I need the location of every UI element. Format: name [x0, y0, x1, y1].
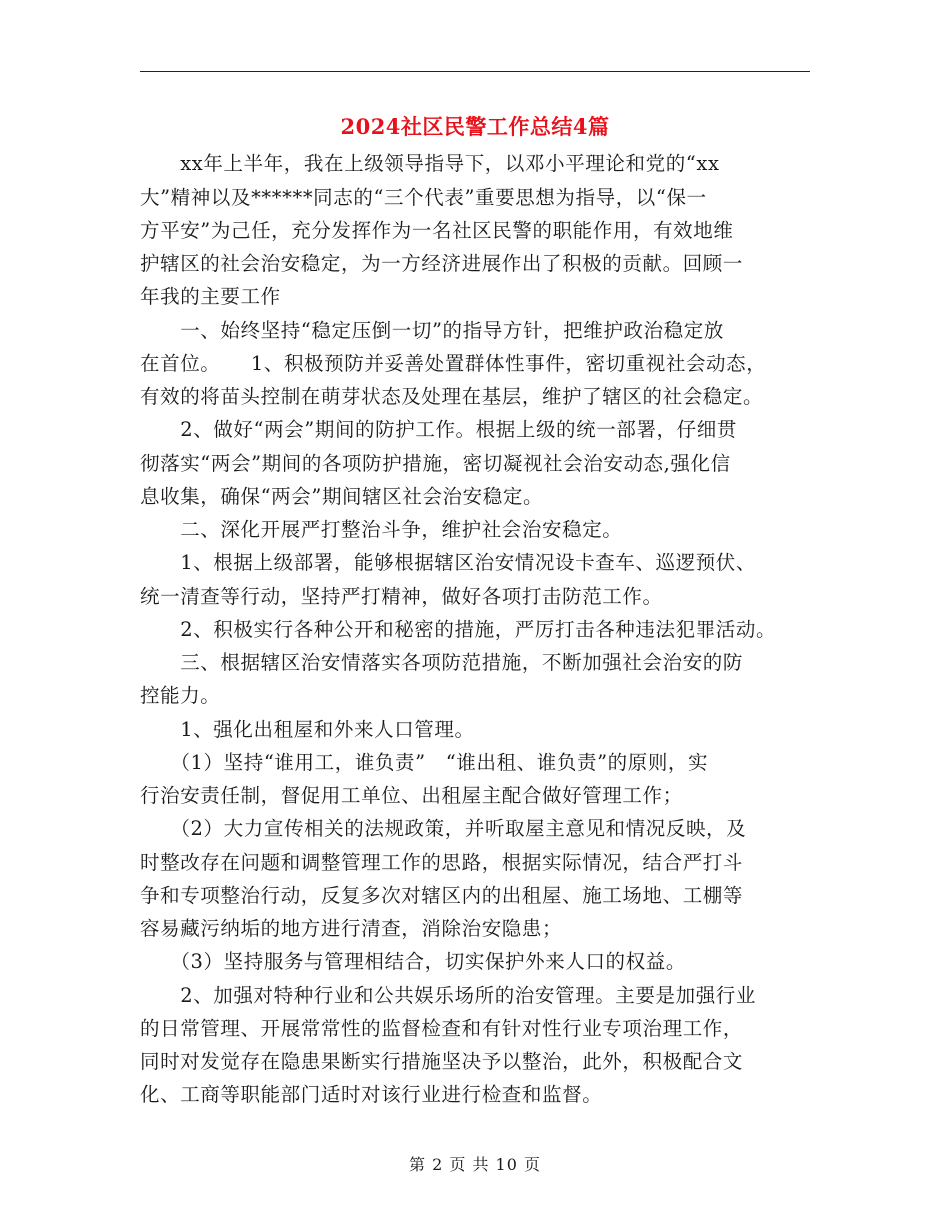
- body-line: 方平安”为己任，充分发挥作为一名社区民警的职能作用，有效地维: [140, 219, 734, 242]
- body-line: 控能力。: [140, 684, 221, 707]
- body-line: 二、深化开展严打整治斗争，维护社会治安稳定。: [140, 518, 623, 541]
- body-line: 统一清查等行动，坚持严打精神，做好各项打击防范工作。: [140, 585, 663, 608]
- body-line: 年我的主要工作: [140, 285, 281, 308]
- body-line: 1、强化出租屋和外来人口管理。: [140, 718, 475, 741]
- body-line: （3）坚持服务与管理相结合，切实保护外来人口的权益。: [140, 950, 686, 973]
- body-line: 息收集，确保“两会”期间辖区社会治安稳定。: [140, 485, 544, 508]
- body-line: 2、加强对特种行业和公共娱乐场所的治安管理。主要是加强行业: [140, 984, 757, 1007]
- body-line: 2、做好“两会”期间的防护工作。根据上级的统一部署，仔细贯: [140, 418, 737, 441]
- body-line: 1、根据上级部署，能够根据辖区治安情况设卡查车、巡逻预伏、: [140, 551, 757, 574]
- body-line: 一、始终坚持“稳定压倒一切”的指导方针，把维护政治稳定放: [140, 319, 724, 342]
- body-line: 的日常管理、开展常常性的监督检查和有针对性行业专项治理工作，: [140, 1017, 744, 1040]
- body-line: 时整改存在问题和调整管理工作的思路，根据实际情况，结合严打斗: [140, 851, 744, 874]
- body-line: 大”精神以及******同志的“三个代表”重要思想为指导，以“保一: [140, 186, 707, 209]
- body-line: 有效的将苗头控制在萌芽状态及处理在基层，维护了辖区的社会稳定。: [140, 385, 764, 408]
- body-line: 同时对发觉存在隐患果断实行措施坚决予以整治，此外，积极配合文: [140, 1050, 744, 1073]
- body-line: 2、积极实行各种公开和秘密的措施，严厉打击各种违法犯罪活动。: [140, 618, 777, 641]
- body-line: 争和专项整治行动，反复多次对辖区内的出租屋、施工场地、工棚等: [140, 884, 744, 907]
- header-rule: [140, 71, 810, 72]
- body-line: 彻落实“两会”期间的各项防护措施，密切凝视社会治安动态,强化信: [140, 452, 731, 475]
- body-line: 容易藏污纳垢的地方进行清查，消除治安隐患；: [140, 917, 563, 940]
- body-line: xx年上半年，我在上级领导指导下，以邓小平理论和党的“xx: [140, 152, 720, 175]
- document-title: 2024社区民警工作总结4篇: [340, 114, 610, 139]
- body-line: 三、根据辖区治安情落实各项防范措施，不断加强社会治安的防: [140, 651, 744, 674]
- page-number: 第 2 页 共 10 页: [409, 1155, 541, 1174]
- body-line: 行治安责任制，督促用工单位、出租屋主配合做好管理工作；: [140, 784, 683, 807]
- body-line: （1）坚持“谁用工，谁负责” “谁出租、谁负责”的原则，实: [140, 751, 709, 774]
- body-line: 护辖区的社会治安稳定，为一方经济进展作出了积极的贡献。回顾一: [140, 252, 744, 275]
- body-line: （2）大力宣传相关的法规政策，并听取屋主意见和情况反映，及: [140, 817, 747, 840]
- body-line: 化、工商等职能部门适时对该行业进行检查和监督。: [140, 1083, 603, 1106]
- body-line: 在首位。 1、积极预防并妥善处置群体性事件，密切重视社会动态，: [140, 352, 767, 375]
